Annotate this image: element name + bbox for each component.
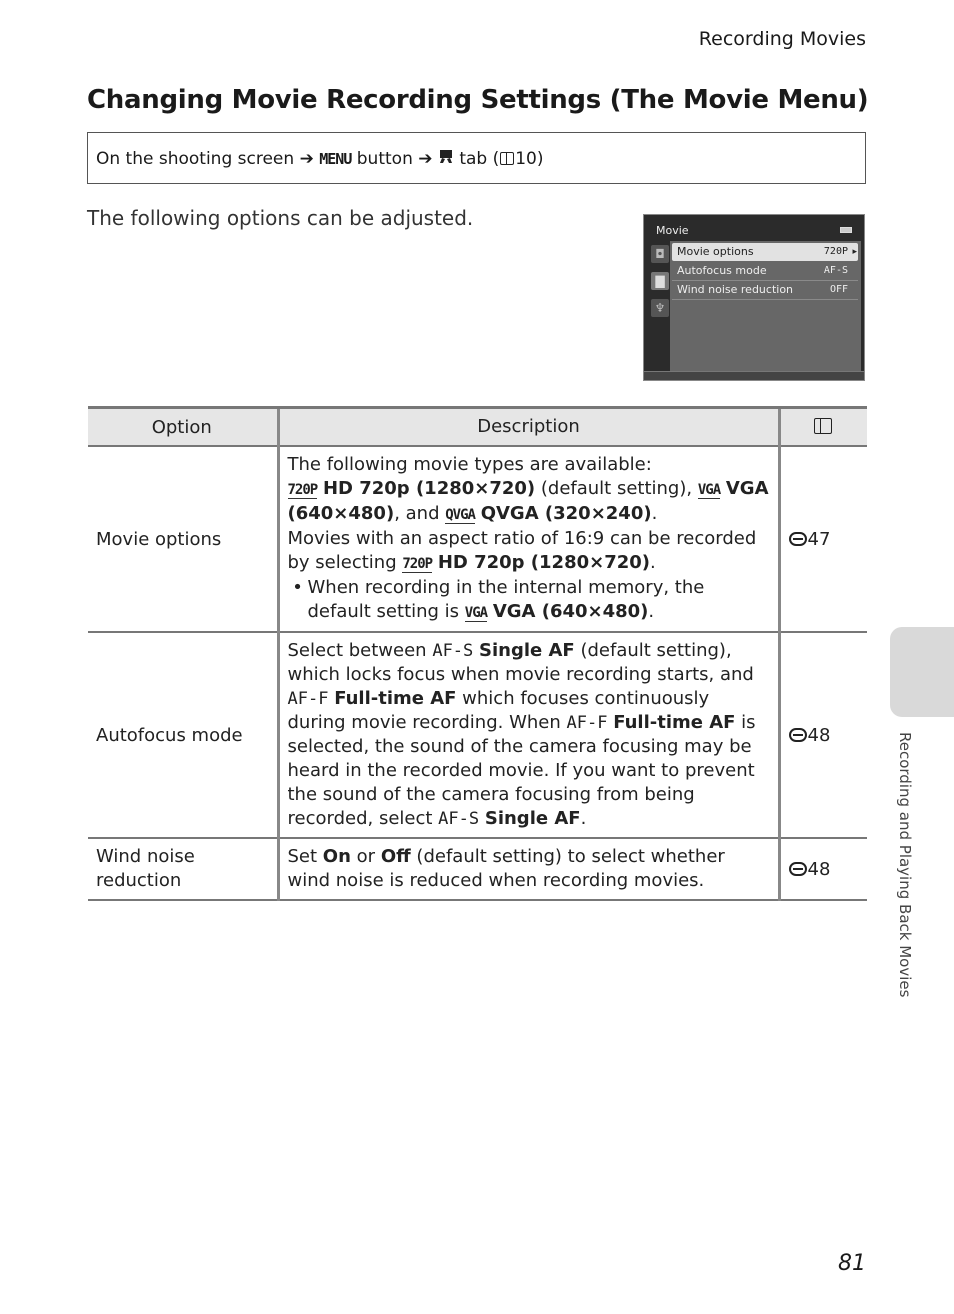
nav-page-ref: 10 <box>515 149 537 169</box>
reference-page: 48 <box>807 724 831 746</box>
page-title: Changing Movie Recording Settings (The Movie Menu) <box>87 85 869 115</box>
wrench-tab-icon: ♆ <box>651 299 669 317</box>
full-time-af-label: Full-time AF <box>334 688 457 709</box>
table-header-row <box>88 408 867 447</box>
qvga-icon: QVGA <box>445 507 475 523</box>
nav-tab-text: tab ( <box>459 149 500 169</box>
table-row <box>88 838 867 900</box>
camera-menu-item-label: Wind noise reduction <box>677 283 794 296</box>
camera-tab-icon: ◘ <box>651 245 669 263</box>
full-time-af-label: Full-time AF <box>613 712 736 733</box>
book-reference-icon <box>500 152 514 165</box>
vga-label: VGA (640×480) <box>287 478 769 524</box>
camera-menu-item <box>672 243 858 261</box>
camera-menu-title: Movie <box>656 224 689 237</box>
table-row <box>88 446 867 632</box>
camera-menu-item <box>672 262 858 280</box>
nav-close-paren: ) <box>536 149 544 169</box>
on-label: On <box>322 846 351 867</box>
bullet-text <box>308 576 770 625</box>
movie-tab-icon: ▇ <box>651 272 669 290</box>
arrow-right-icon: ➔ <box>418 149 433 169</box>
camera-menu-item-label: Movie options <box>677 245 754 258</box>
description-text: Select between <box>287 640 427 661</box>
camera-menu-panel <box>670 241 861 371</box>
column-header-description: Description <box>278 408 779 447</box>
period: . <box>651 503 658 524</box>
af-f-icon: AF-F <box>287 689 329 709</box>
camera-menu-divider <box>672 299 858 300</box>
intro-text: The following options can be adjusted. <box>87 206 474 230</box>
menu-button-glyph: MENU <box>319 150 352 168</box>
option-description <box>278 838 779 900</box>
camera-menu-item-value: AF-S <box>823 265 848 276</box>
af-s-icon: AF-S <box>432 641 474 661</box>
single-af-label: Single AF <box>479 640 575 661</box>
camera-menu-item <box>672 281 858 299</box>
qvga-label: QVGA (320×240) <box>480 503 652 524</box>
reference-page: 47 <box>807 528 831 550</box>
reference-cell <box>779 446 867 632</box>
column-header-option: Option <box>88 408 278 447</box>
option-name: Autofocus mode <box>88 632 278 838</box>
camera-screen-illustration <box>643 214 865 381</box>
reference-section-icon <box>789 862 807 876</box>
camera-menu-item-label: Autofocus mode <box>677 264 767 277</box>
hd-label: HD 720p (1280×720) <box>322 478 536 499</box>
description-line <box>288 527 770 576</box>
hd-720p-icon: 720P <box>287 482 318 498</box>
period: . <box>580 808 587 829</box>
option-name: Movie options <box>88 446 278 632</box>
nav-prefix: On the shooting screen <box>96 149 295 169</box>
description-text: is selected, the sound of the camera focusing may be heard in the recorded movie. If you want to prevent the sound of the camera focusing from being recorded, select <box>287 712 756 829</box>
option-name: Wind noise reduction <box>88 838 278 900</box>
nav-button-text: button <box>356 149 413 169</box>
reference-cell <box>779 632 867 838</box>
vga-label: VGA (640×480) <box>492 601 649 622</box>
chapter-tab-label: Recording and Playing Back Movies <box>896 732 914 998</box>
reference-cell <box>779 838 867 900</box>
arrow-right-icon: ➔ <box>299 149 314 169</box>
book-reference-icon <box>814 418 832 434</box>
running-header: Recording Movies <box>698 28 866 50</box>
camera-screen-footer <box>644 371 864 380</box>
period: . <box>650 552 656 573</box>
default-text: (default setting), <box>535 478 693 499</box>
chapter-tab <box>890 627 954 717</box>
camera-menu-tabs <box>648 240 670 370</box>
description-text: which focuses continuously during movie recording. When <box>287 688 710 733</box>
vga-icon: VGA <box>464 605 488 621</box>
af-f-icon: AF-F <box>566 713 608 733</box>
and-text: , and <box>394 503 440 524</box>
hd-720p-icon: 720P <box>402 556 433 572</box>
description-line <box>288 477 770 527</box>
description-text: (default setting), which locks focus when movie recording starts, and <box>287 640 754 685</box>
options-table <box>88 406 867 901</box>
movie-tab-icon <box>438 149 459 169</box>
bullet-icon: • <box>292 577 303 598</box>
aspect-text: Movies with an aspect ratio of 16:9 can be recorded by selecting <box>287 528 757 573</box>
af-s-icon: AF-S <box>438 809 480 829</box>
description-text: or <box>356 846 376 867</box>
page-number: 81 <box>838 1251 866 1276</box>
hd-label: HD 720p (1280×720) <box>437 552 651 573</box>
navigation-path-box <box>87 132 866 184</box>
battery-icon <box>840 227 852 233</box>
camera-menu-item-value: 720P <box>823 246 848 257</box>
option-description <box>278 446 779 632</box>
table-row <box>88 632 867 838</box>
period: . <box>648 601 655 622</box>
bullet-item <box>288 576 770 625</box>
camera-menu-item-value: OFF <box>829 284 848 295</box>
bullet-body: When recording in the internal memory, the default setting is <box>307 577 705 622</box>
vga-icon: VGA <box>697 482 721 498</box>
reference-section-icon <box>789 532 807 546</box>
column-header-reference <box>779 408 867 447</box>
single-af-label: Single AF <box>484 808 581 829</box>
option-description <box>278 632 779 838</box>
description-text: (default setting) to select whether wind noise is reduced when recording movies. <box>287 846 725 891</box>
reference-section-icon <box>789 728 807 742</box>
off-label: Off <box>380 846 411 867</box>
reference-page: 48 <box>807 858 831 880</box>
description-text: Set <box>287 846 318 867</box>
description-line: The following movie types are available: <box>287 454 652 475</box>
